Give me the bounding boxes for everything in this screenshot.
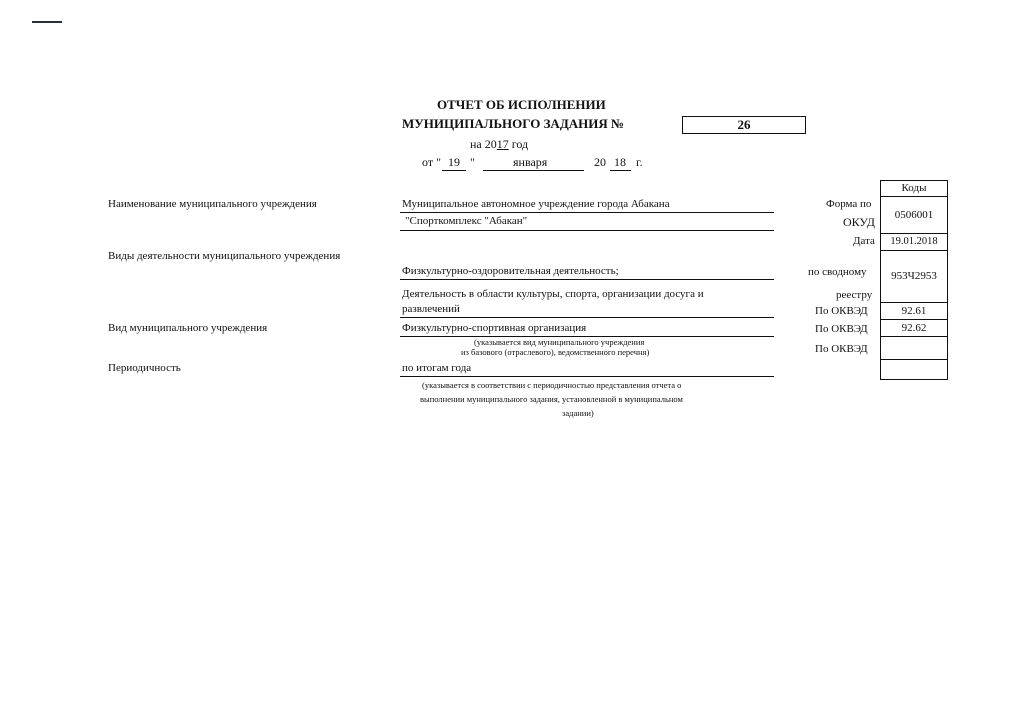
underline — [400, 230, 774, 231]
code-okved-2: 92.62 — [881, 320, 947, 337]
scan-mark — [32, 21, 62, 23]
label-activity-types: Виды деятельности муниципального учреждения — [108, 250, 341, 262]
year-prefix: на 20 — [470, 137, 497, 151]
report-title-line2: МУНИЦИПАЛЬНОГО ЗАДАНИЯ № — [402, 116, 625, 131]
period-note-line1: (указывается в соответствии с периодичностью представления отчета о — [422, 380, 682, 390]
year-suffix: год — [511, 137, 529, 151]
activity-1: Физкультурно-оздоровительная деятельность; — [402, 265, 619, 277]
type-note-line1: (указывается вид муниципального учреждения — [474, 337, 645, 347]
period-note-line3: задании) — [562, 408, 594, 418]
label-form: Форма по — [826, 198, 872, 210]
date-year: 18 — [614, 155, 626, 169]
label-okved-3: По ОКВЭД — [815, 343, 868, 355]
underline — [400, 317, 774, 318]
label-date: Дата — [853, 235, 875, 247]
date-month-underline — [483, 170, 584, 171]
date-year-prefix: 20 — [594, 155, 606, 169]
activity-2-line2: развлечений — [402, 303, 460, 315]
label-registry-line1: по сводному — [808, 266, 867, 278]
label-registry-line2: реестру — [836, 289, 873, 301]
code-okved-3 — [881, 337, 947, 360]
label-okud: ОКУД — [843, 215, 875, 229]
report-title-line1: ОТЧЕТ ОБ ИСПОЛНЕНИИ — [437, 97, 606, 112]
date-year-underline — [610, 170, 631, 171]
periodicity-value: по итогам года — [402, 362, 472, 374]
type-note-line2: из базового (отраслевого), ведомственного перечня) — [461, 347, 650, 357]
underline — [400, 212, 774, 213]
year-value: 17 — [496, 137, 509, 151]
code-okved-1: 92.61 — [881, 303, 947, 320]
codes-table — [880, 180, 948, 380]
date-month: января — [513, 155, 548, 169]
underline — [400, 279, 774, 280]
label-periodicity: Периодичность — [108, 362, 181, 374]
date-from-label: от " — [422, 155, 441, 169]
period-note-line2: выполнении муниципального задания, установленной в муниципальном — [420, 394, 683, 404]
label-institution-name: Наименование муниципального учреждения — [108, 198, 317, 210]
date-day-underline — [442, 170, 466, 171]
label-institution-type: Вид муниципального учреждения — [108, 322, 268, 334]
report-number: 26 — [682, 116, 806, 134]
date-g: г. — [636, 155, 643, 169]
institution-name-line2: "Спорткомплекс "Абакан" — [405, 215, 528, 227]
institution-type: Физкультурно-спортивная организация — [402, 322, 587, 334]
activity-2-line1: Деятельность в области культуры, спорта, организации досуга и — [402, 288, 704, 300]
date-quote: " — [470, 155, 475, 169]
institution-name-line1: Муниципальное автономное учреждение города Абакана — [402, 198, 670, 210]
code-registry: 953Ч2953 — [881, 251, 947, 303]
label-okved-1: По ОКВЭД — [815, 305, 868, 317]
underline — [400, 376, 774, 377]
report-year — [470, 137, 528, 152]
codes-header: Коды — [881, 181, 947, 197]
code-date: 19.01.2018 — [881, 233, 947, 251]
date-day: 19 — [448, 155, 460, 169]
label-okved-2: По ОКВЭД — [815, 323, 868, 335]
code-okud: 0506001 — [881, 196, 947, 234]
